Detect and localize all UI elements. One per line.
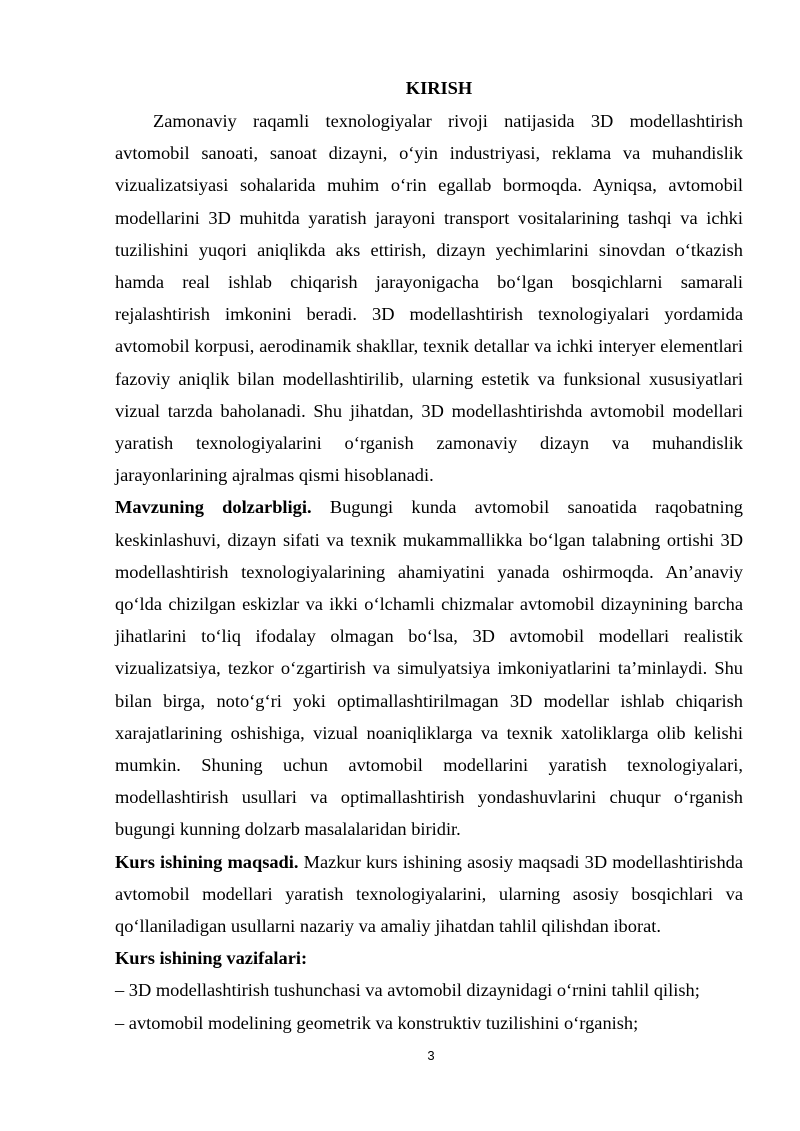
task-list-item: – 3D modellashtirish tushunchasi va avtomobil dizaynidagi oʻrnini tahlil qilish;: [115, 980, 700, 1001]
goal-text: Mazkur kurs ishining asosiy maqsadi 3D modellashtirishda avtomobil modellari yaratish texnologiyalarini, ularning asosiy bosqichlari va qoʻllaniladigan usullarni nazariy va amaliy jihatdan tahlil qilishdan iborat.: [115, 851, 743, 937]
goal-heading: Kurs ishining maqsadi.: [115, 851, 299, 872]
tasks-heading: Kurs ishining vazifalari:: [115, 948, 308, 969]
page-number: 3: [427, 1048, 435, 1063]
intro-paragraph: Zamonaviy raqamli texnologiyalar rivoji natijasida 3D modellashtirish avtomobil sanoati, sanoat dizayni, oʻyin industriyasi, reklama va muhandislik vizualizatsiyasi sohalarida muhim oʻrin egallab bormoqda. Ayniqsa, avtomobil modellarini 3D muhitda yaratish jarayoni transport vositalarining tashqi va ichki tuzilishini yuqori aniqlikda aks ettirish, dizayn yechimlarini sinovdan oʻtkazish hamda real ishlab chiqarish jarayonigacha boʻlgan bosqichlarni samarali rejalashtirish imkonini beradi. 3D modellashtirish texnologiyalari yordamida avtomobil korpusi, aerodinamik shakllar, texnik detallar va ichki interyer elementlari fazoviy aniqlik bilan modellashtirilib, ularning estetik va funksional xususiyatlari vizual tarzda baholanadi. Shu jihatdan, 3D modellashtirishda avtomobil modellari yaratish texnologiyalarini oʻrganish zamonaviy dizayn va muhandislik jarayonlarining ajralmas qismi hisoblanadi.: [115, 111, 743, 486]
task-list-item: – avtomobil modelining geometrik va konstruktiv tuzilishini oʻrganish;: [115, 1012, 639, 1033]
goal-paragraph: [115, 846, 743, 943]
section-title: KIRISH: [405, 78, 473, 98]
relevance-heading: Mavzuning dolzarbligi.: [115, 497, 312, 518]
page-content: [115, 72, 743, 1039]
relevance-paragraph: [115, 491, 743, 845]
relevance-text: Bugungi kunda avtomobil sanoatida raqobatning keskinlashuvi, dizayn sifati va texnik mukammallikka boʻlgan talabning ortishi 3D modellashtirish texnologiyalarining ahamiyatini yanada oshirmoqda. An’anaviy qoʻlda chizilgan eskizlar va ikki oʻlchamli chizmalar avtomobil dizaynining barcha jihatlarini toʻliq ifodalay olmagan boʻlsa, 3D avtomobil modellari realistik vizualizatsiya, tezkor oʻzgartirish va simulyatsiya imkoniyatlarini ta’minlaydi. Shu bilan birga, notoʻgʻri yoki optimallashtirilmagan 3D modellar ishlab chiqarish xarajatlarining oshishiga, vizual noaniqliklarga va texnik xatoliklarga olib kelishi mumkin. Shuning uchun avtomobil modellarini yaratish texnologiyalari, modellashtirish usullari va optimallashtirish yondashuvlarini chuqur oʻrganish bugungi kunning dolzarb masalalaridan biridir.: [115, 497, 743, 840]
